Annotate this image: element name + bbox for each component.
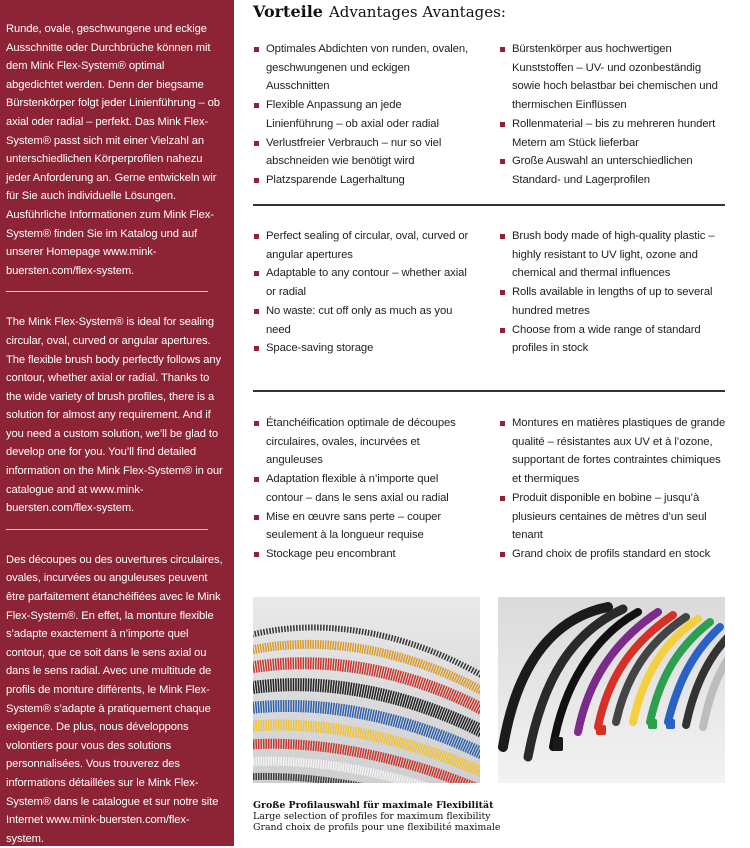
square-bullet-icon: [254, 515, 259, 520]
sidebar-intro: [0, 0, 234, 846]
square-bullet-icon: [254, 103, 259, 108]
advantages-column-right: [499, 414, 727, 564]
list-item: Optimales Abdichten von runden, ovalen, geschwungenen und eckigen Ausschnitten: [253, 40, 471, 96]
list-item: Choose from a wide range of standard profiles in stock: [499, 321, 727, 358]
advantages-column-right: [499, 40, 727, 190]
square-bullet-icon: [500, 47, 505, 52]
square-bullet-icon: [500, 552, 505, 557]
advantages-column-right: [499, 227, 727, 358]
list-item: Mise en œuvre sans perte – couper seulement à la longueur requise: [253, 508, 471, 545]
square-bullet-icon: [254, 477, 259, 482]
sidebar-text-fr: Des découpes ou des ouvertures circulaires, ovales, incurvées ou anguleuses peuvent être parfaitement étanchéifiées avec le Mink Flex-System®. En effet, la monture flexible s’adapte exactement à n’importe quel contour, que ce soit dans le sens axial ou dans le sens radial. Avec une multitude de profils de monture différents, le Mink Flex-System® s’adapte à pratiquement chaque exigence. De plus, nous développons volontiers pour vous des solutions personnalisées. Vous trouverez des informations détaillées sur le Mink Flex-System® dans le catalogue et sur notre site Internet www.mink-buersten.com/flex-system.: [6, 553, 223, 845]
square-bullet-icon: [254, 47, 259, 52]
list-item: Rollenmaterial – bis zu mehreren hundert Metern am Stück lieferbar: [499, 115, 727, 152]
square-bullet-icon: [500, 122, 505, 127]
list-item: Bürstenkörper aus hochwertigen Kunststoffen – UV- und ozonbeständig sowie hoch belastbar bei chemischen und thermischen Einflüssen: [499, 40, 727, 115]
square-bullet-icon: [254, 234, 259, 239]
list-item: Montures en matières plastiques de grande qualité – résistantes aux UV et à l’ozone, supportant de fortes contraintes chimiques et thermiques: [499, 414, 727, 489]
photo-caption: [253, 800, 500, 833]
advantages-column-left: [253, 414, 471, 564]
square-bullet-icon: [254, 346, 259, 351]
square-bullet-icon: [254, 271, 259, 276]
caption-en: Large selection of profiles for maximum flexibility: [253, 811, 491, 822]
list-item: Rolls available in lengths of up to several hundred metres: [499, 283, 727, 320]
list-item: Grand choix de profils standard en stock: [499, 545, 727, 564]
square-bullet-icon: [500, 421, 505, 426]
sidebar-text-de: Runde, ovale, geschwungene und eckige Ausschnitte oder Durchbrüche können mit dem Mink Flex-System® optimal abgedichtet werden. Denn der biegsame Bürstenkörper folgt jeder Linienführung – ob axial oder radial – perfekt. Das Mink Flex-System® passt sich mit einer Vielzahl an unterschiedlichen Körperprofilen nahezu jeder Anforderung an. Gerne entwickeln wir für Sie auch individuelle Lösungen. Ausführliche Informationen zum Mink Flex-System® finden Sie im Katalog und auf unserer Homepage www.mink-buersten.com/flex-system.: [6, 23, 220, 277]
square-bullet-icon: [254, 421, 259, 426]
heading-strong: Vorteile: [253, 2, 323, 21]
square-bullet-icon: [254, 141, 259, 146]
list-item: Adaptation flexible à n’importe quel contour – dans le sens axial ou radial: [253, 470, 471, 507]
list-item: Stockage peu encombrant: [253, 545, 471, 564]
product-photo-profiles: [498, 597, 725, 783]
list-item: Flexible Anpassung an jede Linienführung – ob axial oder radial: [253, 96, 471, 133]
square-bullet-icon: [254, 178, 259, 183]
list-item: Platzsparende Lagerhaltung: [253, 171, 471, 190]
sidebar-text-en: The Mink Flex-System® is ideal for sealing circular, oval, curved or angular apertures. The flexible brush body perfectly follows any contour, whether axial or radial. Thanks to the wide variety of brush profiles, there is a solution for almost any requirement. And if you need a custom solution, we’ll be glad to develop one for you. You’ll find detailed information on the Mink Flex-System® in our catalogue and at www.mink-buersten.com/flex-system.: [6, 316, 223, 515]
list-item: Space-saving storage: [253, 339, 471, 358]
list-item: Verlustfreier Verbrauch – nur so viel abschneiden wie benötigt wird: [253, 134, 471, 171]
square-bullet-icon: [500, 496, 505, 501]
list-item: Perfect sealing of circular, oval, curved or angular apertures: [253, 227, 471, 264]
product-photo-brush-strips: [253, 597, 480, 783]
square-bullet-icon: [254, 552, 259, 557]
list-item: Brush body made of high-quality plastic – highly resistant to UV light, ozone and chemical and thermal influences: [499, 227, 727, 283]
advantages-column-left: [253, 40, 471, 190]
square-bullet-icon: [500, 290, 505, 295]
caption-de: Große Profilauswahl für maximale Flexibilität: [253, 800, 494, 811]
square-bullet-icon: [500, 234, 505, 239]
list-item: Produit disponible en bobine – jusqu’à plusieurs centaines de mètres d’un seul tenant: [499, 489, 727, 545]
list-item: Étanchéification optimale de découpes circulaires, ovales, incurvées et anguleuses: [253, 414, 471, 470]
list-item: Adaptable to any contour – whether axial or radial: [253, 264, 471, 301]
list-item: No waste: cut off only as much as you need: [253, 302, 471, 339]
list-item: Große Auswahl an unterschiedlichen Standard- und Lagerprofilen: [499, 152, 727, 189]
section-divider: [253, 390, 725, 392]
sidebar-divider: [6, 529, 208, 530]
advantages-column-left: [253, 227, 471, 358]
square-bullet-icon: [254, 309, 259, 314]
square-bullet-icon: [500, 328, 505, 333]
caption-fr: Grand choix de profils pour une flexibilité maximale: [253, 822, 501, 833]
section-divider: [253, 204, 725, 206]
heading-rest: Advantages Avantages:: [328, 3, 506, 21]
sidebar-divider: [6, 291, 208, 292]
square-bullet-icon: [500, 159, 505, 164]
advantages-heading: [253, 2, 506, 21]
